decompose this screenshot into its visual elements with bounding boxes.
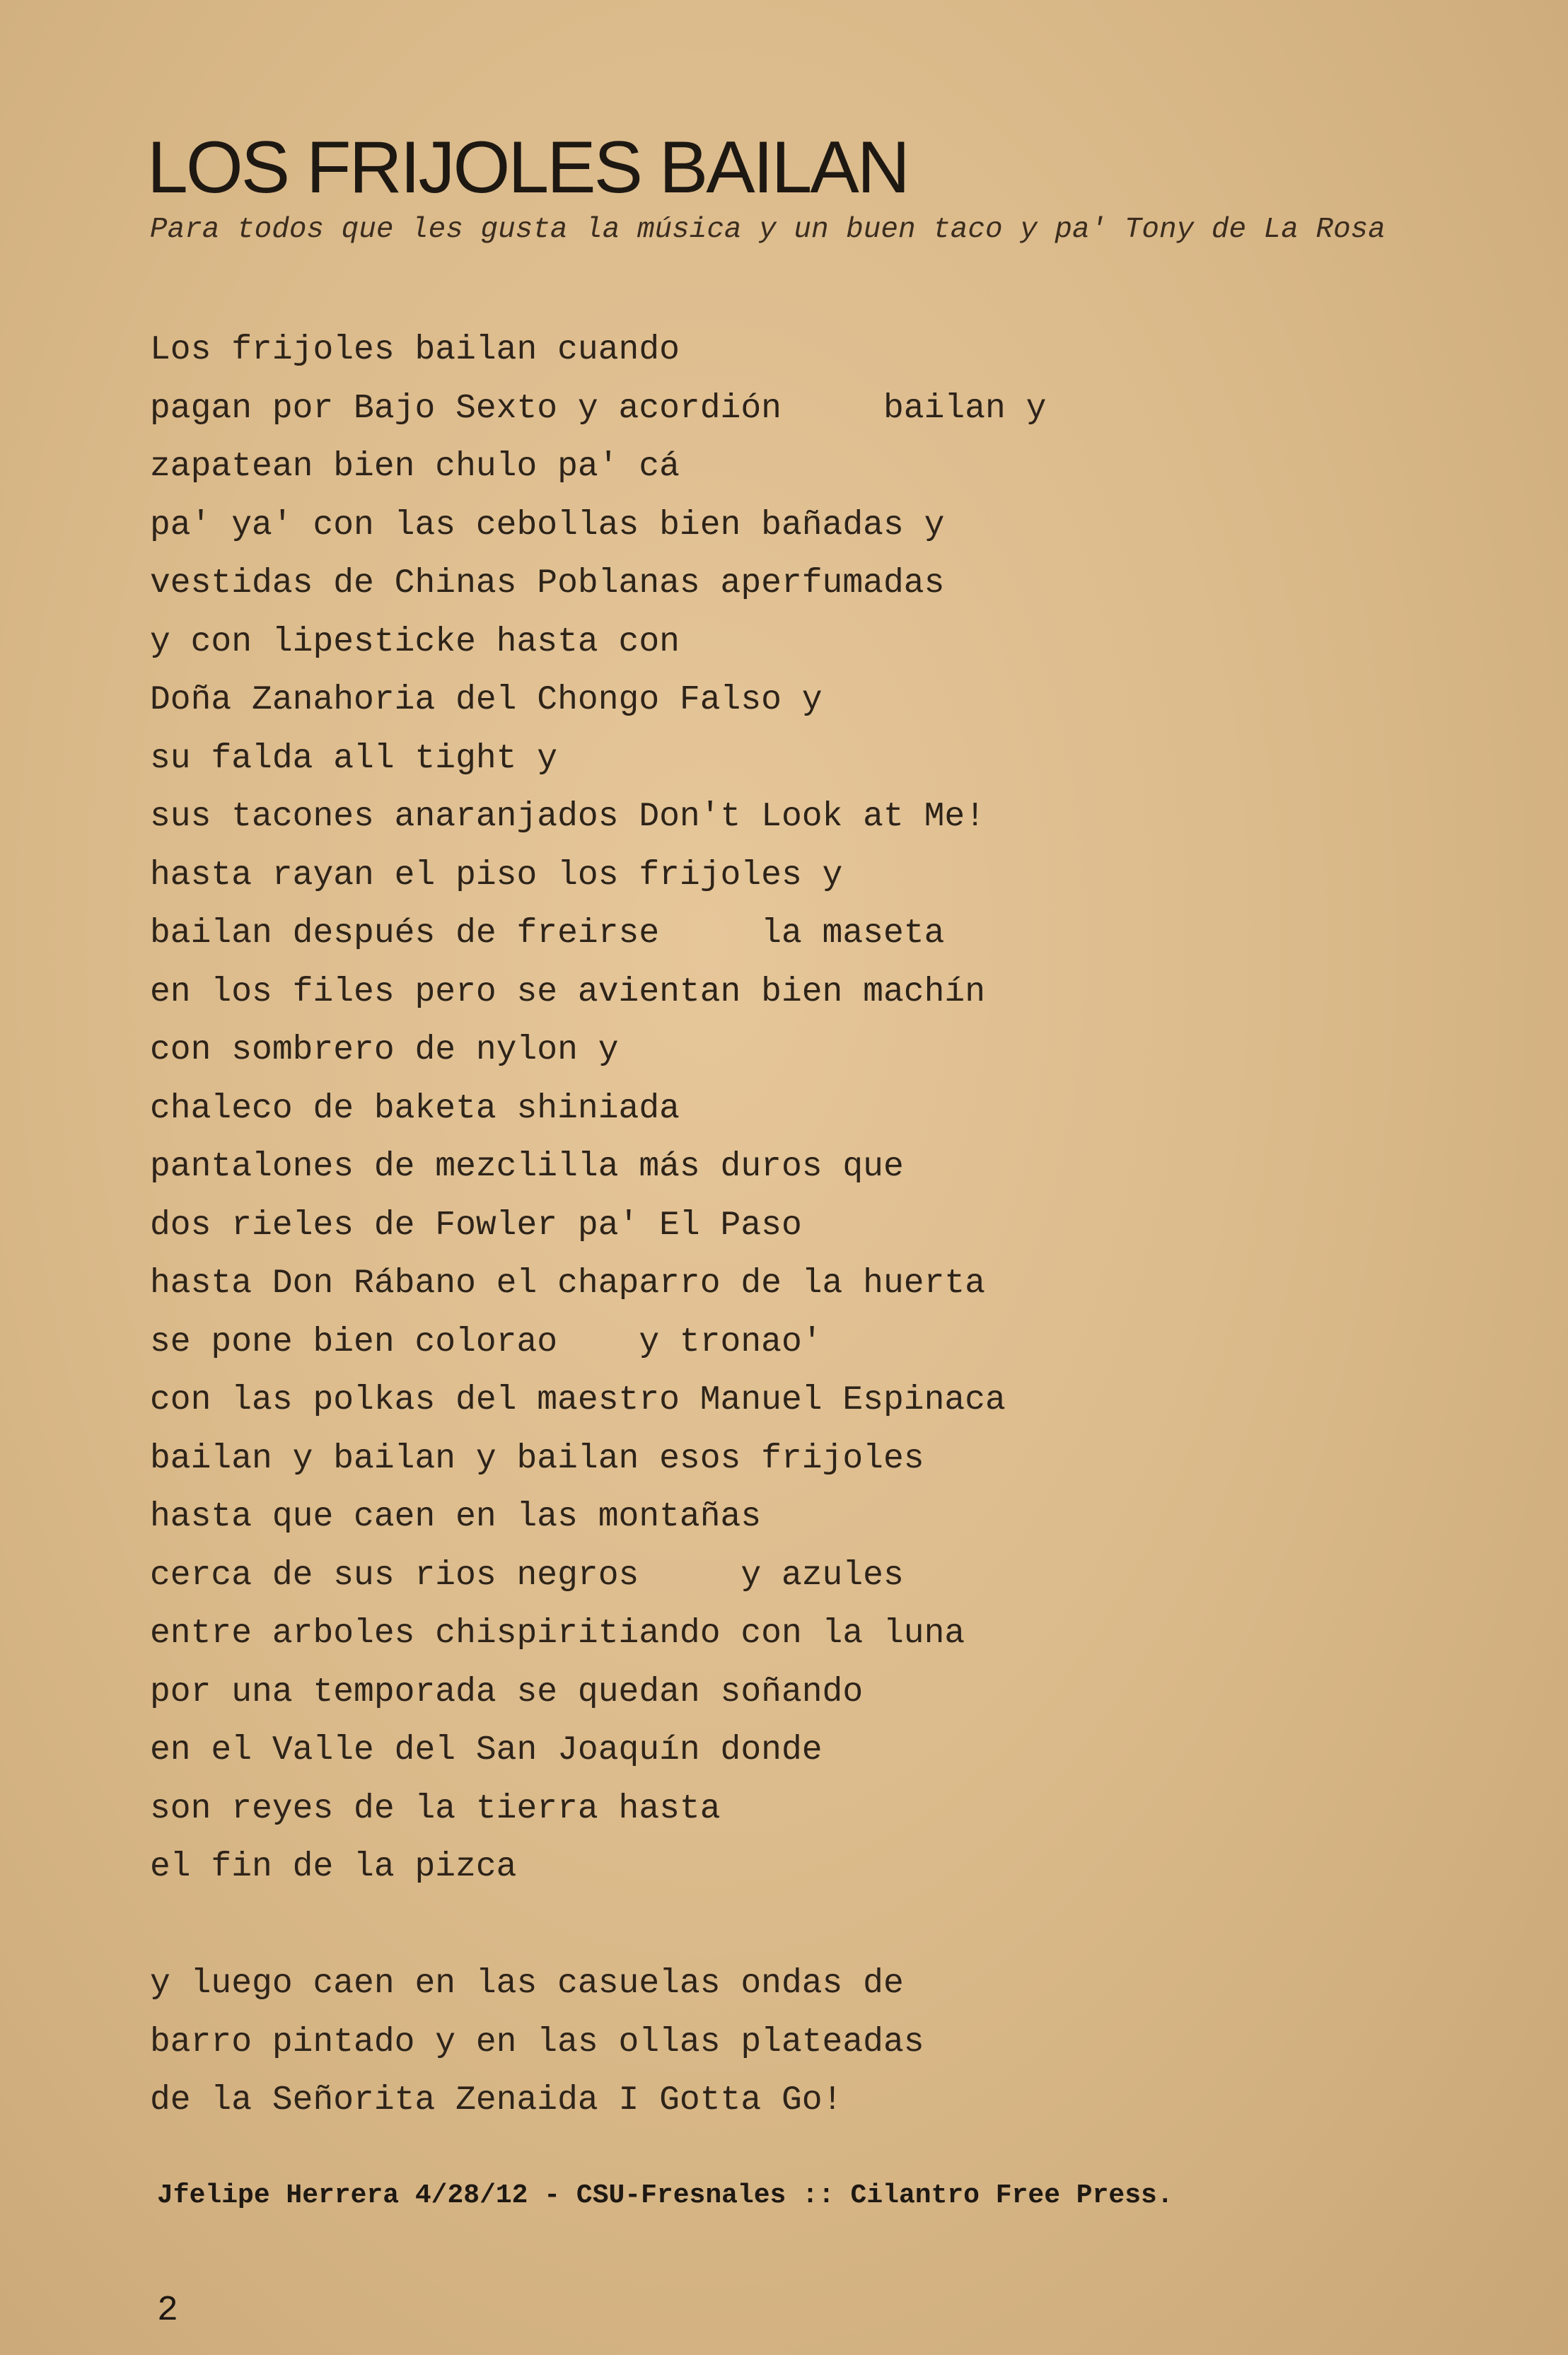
poem-line: chaleco de baketa shiniada bbox=[150, 1089, 680, 1128]
poem-line: de la Señorita Zenaida I Gotta Go! bbox=[150, 2081, 843, 2120]
poem-line: son reyes de la tierra hasta bbox=[150, 1789, 721, 1828]
poem-line: pantalones de mezclilla más duros que bbox=[150, 1148, 904, 1186]
poem-line: bailan después de freirse la maseta bbox=[150, 914, 945, 953]
stanza-1 bbox=[150, 321, 1046, 1897]
poem-line: en el Valle del San Joaquín donde bbox=[150, 1731, 823, 1769]
poem-line: por una temporada se quedan soñando bbox=[150, 1673, 864, 1711]
poem-line: zapatean bien chulo pa' cá bbox=[150, 448, 680, 486]
poem-line: y con lipesticke hasta con bbox=[150, 622, 680, 661]
poem-line: hasta que caen en las montañas bbox=[150, 1498, 762, 1536]
poem-line: pagan por Bajo Sexto y acordión bailan y bbox=[150, 389, 1047, 428]
page-number: 2 bbox=[157, 2291, 179, 2331]
poem-body bbox=[150, 321, 1046, 2130]
poem-line: barro pintado y en las ollas plateadas bbox=[150, 2023, 924, 2062]
poem-line: sus tacones anaranjados Don't Look at Me! bbox=[150, 798, 985, 836]
poem-line: cerca de sus rios negros y azules bbox=[150, 1556, 904, 1595]
poem-line: pa' ya' con las cebollas bien bañadas y bbox=[150, 506, 945, 545]
poem-line: bailan y bailan y bailan esos frijoles bbox=[150, 1439, 924, 1478]
poem-line: y luego caen en las casuelas ondas de bbox=[150, 1965, 904, 2003]
author-credit: Jfelipe Herrera 4/28/12 - CSU-Fresnales :: Cilantro Free Press. bbox=[157, 2180, 1173, 2211]
poem-line: hasta Don Rábano el chaparro de la huerta bbox=[150, 1264, 985, 1303]
poem-line: el fin de la pizca bbox=[150, 1848, 517, 1886]
poem-line: Los frijoles bailan cuando bbox=[150, 331, 680, 369]
poem-line: Doña Zanahoria del Chongo Falso y bbox=[150, 681, 823, 719]
poem-line: dos rieles de Fowler pa' El Paso bbox=[150, 1206, 802, 1245]
poem-line: con las polkas del maestro Manuel Espinaca bbox=[150, 1381, 1006, 1419]
stanza-2 bbox=[150, 1955, 1046, 2130]
poem-line: vestidas de Chinas Poblanas aperfumadas bbox=[150, 564, 945, 603]
poem-line: con sombrero de nylon y bbox=[150, 1031, 619, 1069]
poem-line: hasta rayan el piso los frijoles y bbox=[150, 856, 843, 895]
poem-line: se pone bien colorao y tronao' bbox=[150, 1322, 823, 1361]
dedication: Para todos que les gusta la música y un buen taco y pa' Tony de La Rosa bbox=[150, 214, 1386, 246]
poem-line: en los files pero se avientan bien machín bbox=[150, 972, 985, 1011]
poem-line: entre arboles chispiritiando con la luna bbox=[150, 1615, 965, 1653]
poem-title: LOS FRIJOLES BAILAN bbox=[147, 127, 908, 209]
poem-line: su falda all tight y bbox=[150, 739, 558, 778]
